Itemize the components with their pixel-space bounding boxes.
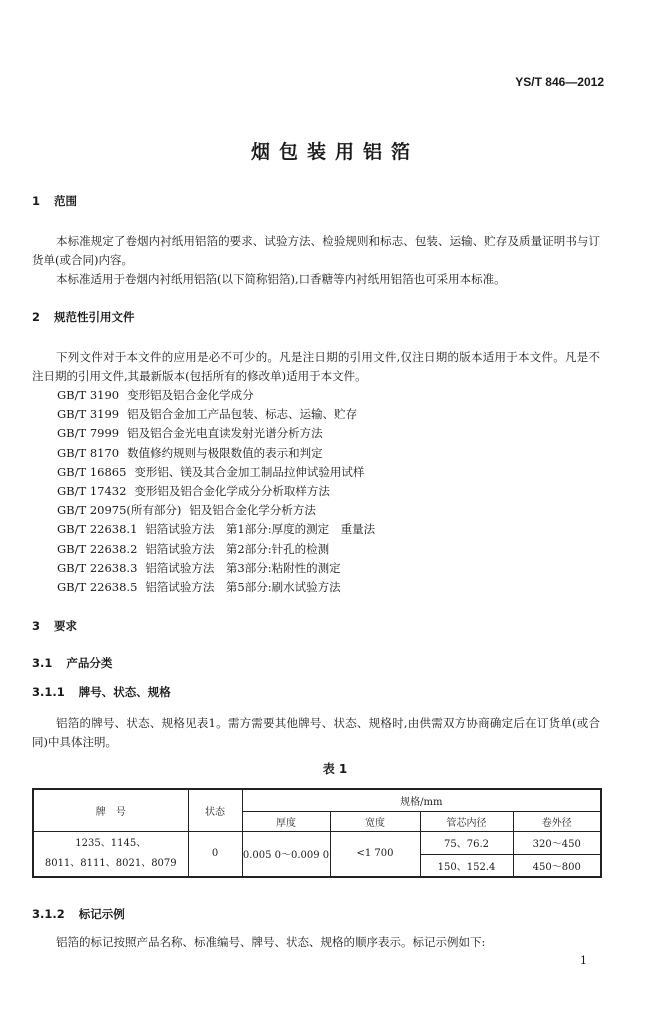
section-3-1-2-paragraph: 铝箔的标记按照产品名称、标准编号、牌号、状态、规格的顺序表示。标记示例如下: (56, 935, 486, 949)
reference-code: GB/T 22638.1 (57, 522, 138, 537)
reference-name: 铝及铝合金加工产品包装、标志、运输、贮存 (127, 407, 358, 422)
reference-name: 铝箔试验方法 第3部分:粘附性的测定 (145, 560, 341, 575)
reference-item (57, 405, 375, 424)
reference-name: 数值修约规则与极限数值的表示和判定 (127, 445, 323, 460)
reference-item (57, 386, 375, 405)
header-core-id: 管芯内径 (420, 811, 513, 831)
reference-name: 铝及铝合金光电直读发射光谱分析方法 (127, 426, 323, 441)
reference-item (57, 482, 375, 501)
header-thickness: 厚度 (242, 811, 330, 831)
header-grade: 牌 号 (33, 789, 188, 831)
header-spec: 规格/mm (242, 789, 601, 811)
reference-code: GB/T 16865 (57, 464, 127, 479)
reference-item (57, 424, 375, 443)
standard-number: YS/T 846—2012 (515, 75, 604, 89)
reference-code: GB/T 17432 (57, 484, 127, 499)
section-number: 3 (32, 619, 41, 633)
table-caption: 表 1 (322, 762, 348, 776)
section-title: 标记示例 (78, 907, 125, 921)
cell-roll-od: 320～450 (513, 831, 601, 854)
grade-line: 8011、8111、8021、8079 (44, 857, 177, 869)
reference-name: 变形铝及铝合金化学成分 (127, 388, 254, 402)
reference-name: 铝及铝合金化学分析方法 (189, 503, 316, 518)
grade-line: 1235、1145、 (75, 837, 147, 849)
section-2-heading (32, 309, 135, 325)
section-title: 产品分类 (66, 656, 113, 670)
reference-item (57, 520, 375, 539)
reference-name: 铝箔试验方法 第1部分:厚度的测定 重量法 (145, 522, 376, 537)
section-title: 牌号、状态、规格 (78, 685, 171, 699)
normative-references-list (57, 386, 375, 597)
reference-item (57, 501, 375, 520)
section-title: 规范性引用文件 (54, 310, 135, 324)
section-1-paragraph-1: 本标准规定了卷烟内衬纸用铝箔的要求、试验方法、检验规则和标志、包装、运输、贮存及质量证明书与订货单(或合同)内容。 (32, 234, 600, 267)
reference-item (57, 444, 375, 463)
cell-roll-od: 450～800 (513, 854, 601, 877)
reference-code: GB/T 3199 (57, 407, 120, 422)
spec-table (32, 788, 602, 878)
cell-grade (33, 831, 188, 877)
reference-code: GB/T 8170 (57, 445, 120, 460)
section-3-1-1-heading (32, 684, 171, 700)
cell-core-id: 75、76.2 (420, 831, 513, 854)
section-3-heading (32, 618, 77, 634)
section-title: 范围 (54, 194, 78, 208)
reference-name: 变形铝、镁及其合金加工制品拉伸试验用试样 (134, 464, 365, 479)
section-3-1-heading (32, 655, 112, 671)
reference-code: GB/T 22638.2 (57, 541, 138, 556)
section-3-1-1-paragraph: 铝箔的牌号、状态、规格见表1。需方需要其他牌号、状态、规格时,由供需双方协商确定后在订货单(或合同)中具体注明。 (32, 716, 600, 749)
cell-width: <1 700 (330, 831, 420, 877)
section-1-paragraph-2: 本标准适用于卷烟内衬纸用铝箔(以下简称铝箔),口香糖等内衬纸用铝箔也可采用本标准。 (56, 272, 506, 286)
reference-name: 铝箔试验方法 第2部分:针孔的检测 (145, 541, 330, 556)
document-title: 烟包装用铝箔 (250, 141, 419, 163)
section-number: 3.1.1 (32, 685, 65, 699)
reference-item (57, 578, 375, 597)
reference-code: GB/T 22638.3 (57, 560, 138, 575)
reference-code: GB/T 20975(所有部分) (57, 503, 182, 518)
reference-name: 铝箔试验方法 第5部分:刷水试验方法 (145, 580, 341, 595)
section-1-heading (32, 193, 77, 209)
section-3-1-2-heading (32, 906, 125, 922)
header-width: 宽度 (330, 811, 420, 831)
section-number: 1 (32, 194, 41, 208)
cell-core-id: 150、152.4 (420, 854, 513, 877)
reference-item (57, 463, 375, 482)
reference-item (57, 559, 375, 578)
header-temper: 状态 (188, 789, 242, 831)
section-number: 3.1.2 (32, 907, 65, 921)
reference-name: 变形铝及铝合金化学成分分析取样方法 (134, 484, 330, 499)
section-2-paragraph-1: 下列文件对于本文件的应用是必不可少的。凡是注日期的引用文件,仅注日期的版本适用于本文件。凡是不注日期的引用文件,其最新版本(包括所有的修改单)适用于本文件。 (32, 350, 600, 383)
page-number: 1 (580, 954, 587, 967)
reference-code: GB/T 3190 (57, 388, 120, 402)
section-number: 2 (32, 310, 41, 324)
reference-code: GB/T 7999 (57, 426, 120, 441)
reference-item (57, 540, 375, 559)
reference-code: GB/T 22638.5 (57, 580, 138, 595)
header-roll-od: 卷外径 (513, 811, 601, 831)
section-number: 3.1 (32, 656, 53, 670)
cell-thickness: 0.005 0～0.009 0 (242, 831, 330, 877)
section-title: 要求 (54, 619, 78, 633)
cell-temper: 0 (188, 831, 242, 877)
